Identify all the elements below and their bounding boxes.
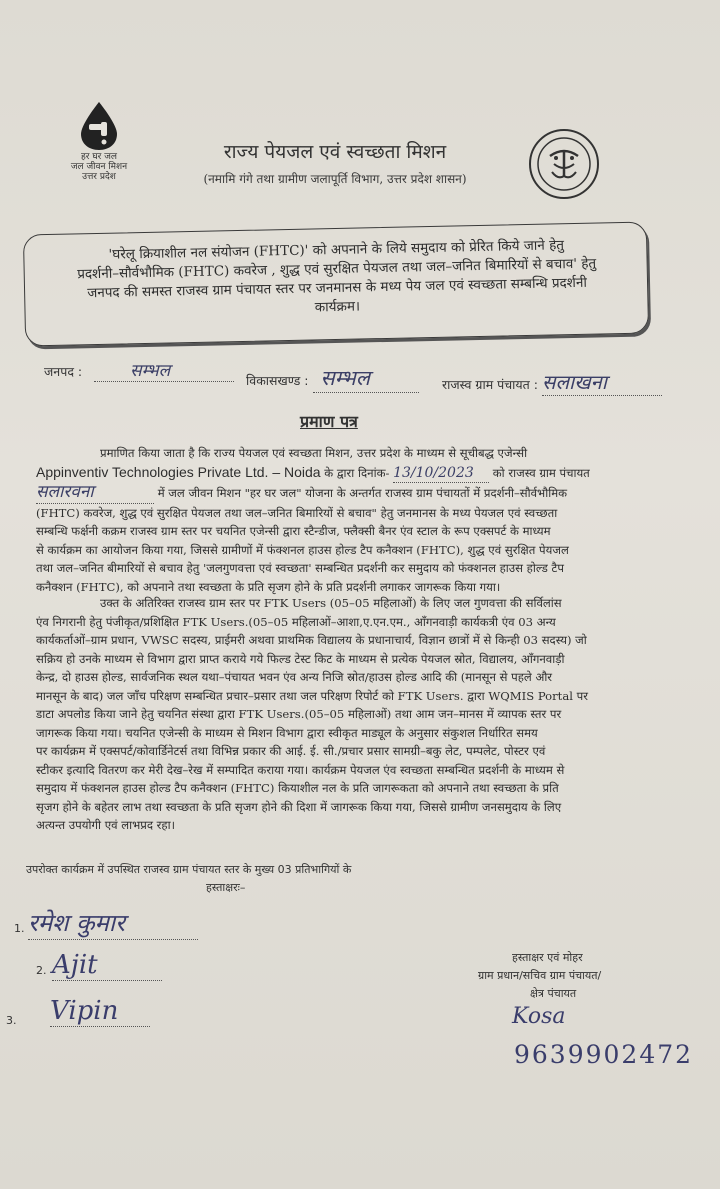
para1-line-3: सलारवना में जल जीवन मिशन "हर घर जल" योजना के अन्तर्गत राजस्व ग्राम पंचायतों में प्रदर्शनी–सौर्वभौमिक — [36, 482, 568, 502]
up-government-seal — [528, 128, 600, 204]
para2-line: डाटा अपलोड किया जाने हेतु चयनित संस्था द्वारा FTK Users.(05–05 महिलाओं) तथा आम जन–मानस में व्यापक स्तर पर — [36, 707, 562, 721]
para2-line: एंव निगरानी हेतु पंजीकृत/प्रशिक्षित FTK Users.(05–05 महिलाओं–आशा,ए.एन.एम., आँगनवाड़ी कार्यकत्री एंव 03 अन्य — [36, 614, 556, 629]
para1-line-4: (FHTC) कवरेज, शुद्ध एवं सुरक्षित पेयजल तथा जल–जनित बिमारियों से बचाव" हेतु जनमानस के मध्य पेयजल एवं स्वच्छता — [36, 505, 558, 520]
para2-line: कार्यकर्ताओं–ग्राम प्रधान, VWSC सदस्य, प्राईमरी अथवा प्राथमिक विद्यालय के प्रधानाचार्य, विज्ञान छात्रों में से किन्ही 03 सदस्य) जो — [36, 633, 587, 647]
para2-line: सृजग होने के बहेतर लाभ तथा स्वच्छता के प्रति सृजग होने की दिशा में जागरूक किया गया, जिससे ग्रामीण जनसमुदाय के लिए — [36, 799, 562, 814]
logo-caption-1: हर घर जल — [81, 152, 117, 162]
para1-line-1: प्रमाणित किया जाता है कि राज्य पेयजल एवं स्वच्छता मिशन, उत्तर प्रदेश के माध्यम से सूचीबद्ध एजेन्सी — [100, 446, 528, 460]
signatory-seal-label: हस्ताक्षर एवं मोहर — [512, 951, 583, 964]
participant-1-number: 1. — [14, 922, 25, 935]
para2-line: सक्रिय हो उनके माध्यम से विभाग द्वारा प्राप्त कराये गये फिल्ड टेस्ट किट के माध्यम से प्रत्येक पेयजल स्रोत, विद्यालय, आँगनवाड़ी — [36, 651, 565, 666]
para2-line: अत्यन्त उपयोगी एवं लाभप्रद रहा। — [36, 818, 175, 832]
para1-line-7: तथा जल–जनित बीमारियों से बचाव हेतु 'जलगुणवत्ता एवं स्वच्छता' सम्बन्धित प्रदर्शनी कर समुदाय को फंक्शनल हाउस होल्ड टैप — [36, 561, 564, 575]
para2-line: केन्द्र, दो हाउस होल्ड, सार्वजनिक स्थल यथा–पंचायत भवन एंव अन्य निजि स्रोत/हाउस होल्ड आदि की (मानसून से पहले और — [36, 670, 553, 684]
up-state-emblem-icon — [528, 128, 600, 200]
village-value: सलारवना — [36, 482, 94, 502]
program-title-box — [23, 221, 649, 346]
program-title-line-1: 'घरेलू क्रियाशील नल संयोजन (FHTC)' को अपनाने के लिये समुदाय को प्रेरित किये जाने हेतु — [108, 237, 565, 263]
participant-2-signature: Ajit — [52, 950, 162, 981]
participant-3-number: 3. — [6, 1014, 17, 1027]
signatory-designation: ग्राम प्रधान/सचिव ग्राम पंचायत/ — [478, 969, 602, 982]
district-field — [44, 358, 234, 382]
signatory-area: क्षेत्र पंचायत — [530, 987, 577, 1000]
para2-line: स्टीकर इत्यादि वितरण कर मेरी देख–रेख में सम्पादित कराया गया। कार्यक्रम पेयजल एंव स्वच्छता सम्बन्धित प्रदर्शनी के माध्यम से — [36, 762, 565, 777]
para1-line-5: सम्बन्धि फर्क्षनी कक्रम राजस्व ग्राम स्तर पर चयनित एजेन्सी द्वारा स्टैन्डीज, फ्लैक्सी बैनर एंव स्टाल के रूप एक्सपर्ट के माध्यम — [36, 524, 551, 538]
logo-caption-2: जल जीवन मिशन — [70, 162, 128, 172]
para2-line: जागरूक किया गया। चयनित एजेन्सी के माध्यम से मिशन विभाग द्वारा स्वीकृत माड्यूल के अनुसार संकुशल निर्धारित समय — [36, 725, 538, 740]
panchayat-field — [442, 368, 662, 396]
certificate-heading: प्रमाण पत्र — [300, 412, 358, 431]
participants-signature-label: हस्ताक्षरः– — [206, 881, 246, 894]
date-suffix: को राजस्व ग्राम पंचायत — [492, 465, 590, 480]
district-label: जनपद : — [44, 364, 83, 379]
paragraph-1 — [36, 444, 692, 596]
participant-2-number: 2. — [36, 964, 47, 977]
agency-name: Appinventiv Technologies Private Ltd. – Noida — [36, 463, 321, 480]
participant-3-signature: Vipin — [50, 996, 150, 1027]
signatory-phone: 9639902472 — [514, 1040, 694, 1069]
district-value: सम्भल — [130, 361, 171, 381]
participant-1-signature: रमेश कुमार — [28, 906, 198, 940]
organization-subtitle: (नमामि गंगे तथा ग्रामीण जलापूर्ति विभाग, उत्तर प्रदेश शासन) — [203, 172, 467, 186]
block-field — [246, 364, 419, 393]
water-drop-tap-icon — [77, 100, 121, 152]
logo-caption-3: उत्तर प्रदेश — [82, 172, 116, 182]
para2-line: समुदाय में फंक्शनल हाउस होल्ड टैप कनैक्शन (FHTC) कियाशील नल के प्रति जागरूकता को अपनाने तथा स्वच्छता के प्रति — [36, 781, 559, 795]
participants-intro: उपरोक्त कार्यक्रम में उपस्थित राजस्व ग्राम पंचायत स्तर के मुख्य 03 प्रतिभागियों के — [26, 863, 352, 876]
panchayat-label: राजस्व ग्राम पंचायत : — [442, 377, 538, 392]
para1-line-6: से कार्यक्रम का आयोजन किया गया, जिससे ग्रामीणों में फंक्शनल हाउस होल्ड टैप कनैक्शन (FHTC), शुद्ध एवं सुरक्षित पेयजल — [36, 542, 569, 557]
block-value: सम्भल — [320, 366, 370, 390]
program-title-line-3: जनपद की समस्त राजस्व ग्राम पंचायत स्तर पर जनमानस के मध्य पेय जल एवं स्वच्छता सम्बन्धि प्रदर्शनी — [87, 274, 588, 302]
organization-title: राज्य पेयजल एवं स्वच्छता मिशन — [223, 141, 447, 163]
para2-line: पर कार्यक्रम में एक्सपर्ट/कोवार्डिनेटर्स तथा विभिन्न प्रकार की आई. ई. सी./प्रचार प्रसार सामग्री–बकु लेट, पम्पलेट, पोस्टर एवं — [36, 744, 546, 758]
para2-line: मानसून के बाद) जल जाँच परिक्षण सम्बन्धित प्रचार–प्रसार तथा जल परिक्षण रिपोर्ट को FTK Users. द्वारा WQMIS Portal पर — [36, 688, 588, 703]
signatory-signature: Kosa — [512, 1004, 566, 1029]
program-title-line-2: प्रदर्शनी–सौर्वभौमिक (FHTC) कवरेज , शुद्ध एवं सुरक्षित पेयजल तथा जल–जनित बिमारियों से बचाव' हेतु — [77, 255, 597, 283]
para1-line-2 — [36, 463, 692, 484]
paragraph-2 — [36, 594, 700, 835]
para1-line-8: कनैक्शन (FHTC), को अपनाने तथा स्वच्छता के प्रति सृजग होने के प्रति प्रदर्शनी लगाकर जागरूक किया गया। — [36, 579, 501, 594]
para2-line: उक्त के अतिरिक्त राजस्व ग्राम स्तर पर FTK Users (05–05 महिलाओं) के लिए जल गुणवत्ता की सर्विलांस — [100, 596, 562, 610]
program-title-line-4: कार्यक्रम। — [314, 298, 361, 316]
block-label: विकासखण्ड : — [246, 373, 309, 388]
date-prefix: के द्वारा दिनांक- — [324, 465, 390, 480]
panchayat-value: सलाखना — [541, 370, 607, 394]
har-ghar-jal-logo — [58, 100, 140, 182]
program-date: 13/10/2023 — [393, 464, 474, 481]
